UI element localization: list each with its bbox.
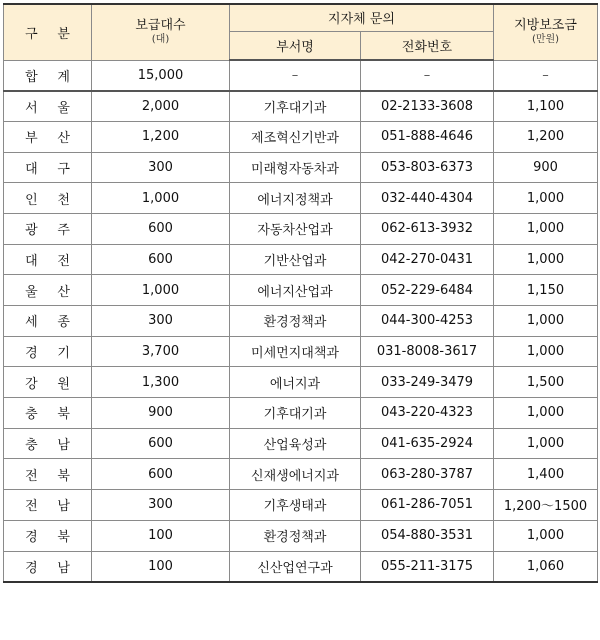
row-phone-cell — [361, 336, 494, 367]
row-units: 1,300 — [141, 374, 180, 390]
row-region-cell — [4, 336, 92, 367]
row-units: 2,000 — [141, 98, 180, 114]
row-department-cell — [230, 244, 361, 275]
row-subsidy-cell — [494, 398, 598, 429]
header-region — [4, 4, 92, 60]
row-phone: 053-803-6373 — [380, 159, 474, 175]
row-region-cell — [4, 244, 92, 275]
header-subsidy-label: 지방보조금 — [514, 18, 577, 34]
table-row — [4, 275, 598, 306]
row-subsidy: 1,000 — [526, 190, 565, 206]
row-phone: 054-880-3531 — [380, 528, 474, 544]
row-phone-cell — [361, 551, 494, 582]
row-region: 대 전 — [25, 253, 78, 269]
row-phone: 043-220-4323 — [380, 405, 474, 421]
row-region-cell — [4, 490, 92, 521]
row-units-cell — [92, 306, 230, 337]
subsidy-table-container — [3, 3, 598, 583]
row-department-cell — [230, 551, 361, 582]
row-region: 경 북 — [25, 530, 78, 546]
row-department: 자동차산업과 — [257, 223, 333, 239]
table-row — [4, 490, 598, 521]
row-phone: 02-2133-3608 — [380, 98, 474, 114]
table-row — [4, 152, 598, 183]
header-phone — [361, 31, 494, 60]
header-subsidy-unit: (만원) — [531, 34, 560, 46]
row-phone-cell — [361, 367, 494, 398]
row-subsidy: 1,000 — [526, 251, 565, 267]
header-subsidy — [494, 4, 598, 60]
total-subsidy: – — [542, 67, 549, 83]
row-department: 산업육성과 — [263, 438, 327, 454]
row-units: 1,000 — [141, 190, 180, 206]
row-units-cell — [92, 152, 230, 183]
row-units-cell — [92, 551, 230, 582]
row-subsidy-cell — [494, 367, 598, 398]
row-units-cell — [92, 183, 230, 214]
row-units-cell — [92, 121, 230, 152]
row-units-cell — [92, 213, 230, 244]
row-phone: 041-635-2924 — [380, 436, 474, 452]
table-row — [4, 306, 598, 337]
table-row — [4, 551, 598, 582]
row-phone-cell — [361, 459, 494, 490]
row-subsidy: 1,150 — [526, 282, 565, 298]
row-units-cell — [92, 336, 230, 367]
row-units-cell — [92, 275, 230, 306]
total-department: – — [291, 67, 299, 83]
row-region-cell — [4, 275, 92, 306]
row-units-cell — [92, 244, 230, 275]
row-phone-cell — [361, 244, 494, 275]
row-subsidy-cell — [494, 183, 598, 214]
row-phone: 044-300-4253 — [380, 313, 474, 329]
row-subsidy-cell — [494, 306, 598, 337]
row-phone: 055-211-3175 — [380, 558, 474, 574]
table-row — [4, 459, 598, 490]
row-department-cell — [230, 367, 361, 398]
row-region: 인 천 — [25, 192, 78, 208]
row-units: 3,700 — [141, 344, 180, 360]
row-phone: 051-888-4646 — [380, 129, 474, 145]
row-units-cell — [92, 428, 230, 459]
row-region-cell — [4, 91, 92, 122]
total-subsidy-cell — [494, 60, 598, 91]
table-row — [4, 121, 598, 152]
row-department-cell — [230, 183, 361, 214]
row-department-cell — [230, 213, 361, 244]
row-units-cell — [92, 398, 230, 429]
total-row — [4, 60, 598, 91]
row-phone: 042-270-0431 — [380, 251, 474, 267]
row-department-cell — [230, 520, 361, 551]
row-subsidy: 1,000 — [526, 344, 565, 360]
table-row — [4, 244, 598, 275]
row-department: 신재생에너지과 — [251, 468, 339, 484]
row-subsidy: 1,500 — [526, 374, 565, 390]
row-phone-cell — [361, 121, 494, 152]
row-phone-cell — [361, 91, 494, 122]
header-department-label: 부서명 — [276, 39, 314, 55]
row-region: 전 남 — [25, 499, 78, 515]
row-subsidy-cell — [494, 551, 598, 582]
header-units-unit: (대) — [151, 34, 170, 46]
row-region-cell — [4, 398, 92, 429]
regional-subsidy-table — [3, 3, 598, 583]
row-department-cell — [230, 336, 361, 367]
row-subsidy-cell — [494, 275, 598, 306]
row-units: 100 — [148, 528, 173, 544]
table-row — [4, 213, 598, 244]
header-department — [230, 31, 361, 60]
row-subsidy: 1,000 — [526, 221, 565, 237]
table-row — [4, 183, 598, 214]
row-subsidy-cell — [494, 91, 598, 122]
row-department-cell — [230, 490, 361, 521]
row-units: 300 — [148, 159, 173, 175]
row-units: 600 — [148, 436, 173, 452]
row-department-cell — [230, 121, 361, 152]
row-units-cell — [92, 490, 230, 521]
row-units: 600 — [148, 221, 173, 237]
row-region-cell — [4, 520, 92, 551]
row-subsidy: 1,000 — [526, 405, 565, 421]
row-region: 경 남 — [25, 560, 78, 576]
total-region: 합 계 — [25, 69, 78, 85]
row-department: 미래형자동차과 — [251, 161, 339, 177]
row-units-cell — [92, 367, 230, 398]
row-region-cell — [4, 306, 92, 337]
row-units: 900 — [148, 405, 173, 421]
row-department: 환경정책과 — [263, 530, 327, 546]
row-subsidy: 1,000 — [526, 436, 565, 452]
row-region: 충 남 — [25, 438, 78, 454]
row-subsidy-cell — [494, 490, 598, 521]
row-subsidy-cell — [494, 336, 598, 367]
table-header — [4, 4, 598, 60]
row-units: 100 — [148, 558, 173, 574]
row-subsidy-cell — [494, 520, 598, 551]
row-department: 기후대기과 — [263, 407, 327, 423]
header-units — [92, 4, 230, 60]
row-region-cell — [4, 459, 92, 490]
row-units: 600 — [148, 251, 173, 267]
row-subsidy: 1,400 — [526, 466, 565, 482]
row-department-cell — [230, 459, 361, 490]
row-department-cell — [230, 275, 361, 306]
row-region: 강 원 — [25, 376, 78, 392]
row-region-cell — [4, 367, 92, 398]
row-region-cell — [4, 152, 92, 183]
row-phone: 061-286-7051 — [380, 497, 474, 513]
row-phone: 052-229-6484 — [380, 282, 474, 298]
row-units: 1,000 — [141, 282, 180, 298]
row-phone-cell — [361, 183, 494, 214]
row-units-cell — [92, 459, 230, 490]
row-region-cell — [4, 551, 92, 582]
row-region-cell — [4, 213, 92, 244]
row-department-cell — [230, 152, 361, 183]
row-phone: 031-8008-3617 — [376, 344, 478, 360]
table-row — [4, 336, 598, 367]
row-subsidy: 1,000 — [526, 528, 565, 544]
row-region: 충 북 — [25, 407, 78, 423]
row-subsidy-cell — [494, 213, 598, 244]
row-phone-cell — [361, 490, 494, 521]
row-phone-cell — [361, 306, 494, 337]
row-region-cell — [4, 183, 92, 214]
table-row — [4, 520, 598, 551]
total-units-cell — [92, 60, 230, 91]
row-units: 300 — [148, 313, 173, 329]
table-row — [4, 428, 598, 459]
row-region: 경 기 — [25, 346, 78, 362]
row-subsidy-cell — [494, 121, 598, 152]
row-subsidy: 1,200 — [526, 129, 565, 145]
row-units: 300 — [148, 497, 173, 513]
header-units-label: 보급대수 — [135, 18, 186, 34]
row-region: 세 종 — [25, 315, 78, 331]
row-region: 대 구 — [25, 161, 78, 177]
row-department: 기후대기과 — [263, 100, 327, 116]
row-subsidy-cell — [494, 459, 598, 490]
row-region: 부 산 — [25, 131, 78, 147]
table-row — [4, 91, 598, 122]
row-phone-cell — [361, 213, 494, 244]
row-units-cell — [92, 520, 230, 551]
row-subsidy: 1,100 — [526, 98, 565, 114]
row-units-cell — [92, 91, 230, 122]
row-department: 미세먼지대책과 — [251, 346, 339, 362]
row-phone: 063-280-3787 — [380, 466, 474, 482]
row-region: 울 산 — [25, 284, 78, 300]
row-department: 기반산업과 — [263, 253, 327, 269]
row-region-cell — [4, 121, 92, 152]
row-department: 제조혁신기반과 — [251, 131, 339, 147]
row-department-cell — [230, 91, 361, 122]
total-phone-cell — [361, 60, 494, 91]
row-subsidy: 1,060 — [526, 558, 565, 574]
row-department-cell — [230, 428, 361, 459]
row-phone-cell — [361, 428, 494, 459]
row-phone: 062-613-3932 — [380, 221, 474, 237]
table-row — [4, 398, 598, 429]
table-row — [4, 367, 598, 398]
row-subsidy: 900 — [533, 159, 558, 175]
row-phone-cell — [361, 275, 494, 306]
row-department-cell — [230, 398, 361, 429]
header-inquiry-label: 지자체 문의 — [328, 12, 395, 28]
header-phone-label: 전화번호 — [401, 39, 453, 55]
row-units: 600 — [148, 466, 173, 482]
header-row-top — [4, 4, 598, 31]
header-inquiry — [230, 4, 494, 31]
row-subsidy: 1,000 — [526, 313, 565, 329]
row-subsidy-cell — [494, 244, 598, 275]
row-region: 광 주 — [25, 223, 78, 239]
row-phone: 033-249-3479 — [380, 374, 474, 390]
row-department: 에너지과 — [269, 376, 321, 392]
row-department: 신산업연구과 — [257, 560, 333, 576]
total-region-cell — [4, 60, 92, 91]
row-phone-cell — [361, 152, 494, 183]
total-units: 15,000 — [137, 67, 184, 83]
row-department: 기후생태과 — [263, 499, 327, 515]
row-units: 1,200 — [141, 129, 180, 145]
row-department: 에너지정책과 — [257, 192, 333, 208]
total-phone: – — [423, 67, 431, 83]
row-department-cell — [230, 306, 361, 337]
row-subsidy-cell — [494, 428, 598, 459]
row-phone-cell — [361, 520, 494, 551]
row-department: 환경정책과 — [263, 315, 327, 331]
table-body — [4, 60, 598, 582]
row-region: 전 북 — [25, 468, 78, 484]
row-subsidy-cell — [494, 152, 598, 183]
row-phone-cell — [361, 398, 494, 429]
header-region-label: 구 분 — [25, 26, 78, 42]
total-department-cell — [230, 60, 361, 91]
row-region: 서 울 — [25, 100, 78, 116]
row-subsidy: 1,200～1500 — [503, 499, 588, 515]
row-department: 에너지산업과 — [257, 284, 333, 300]
row-region-cell — [4, 428, 92, 459]
row-phone: 032-440-4304 — [380, 190, 474, 206]
